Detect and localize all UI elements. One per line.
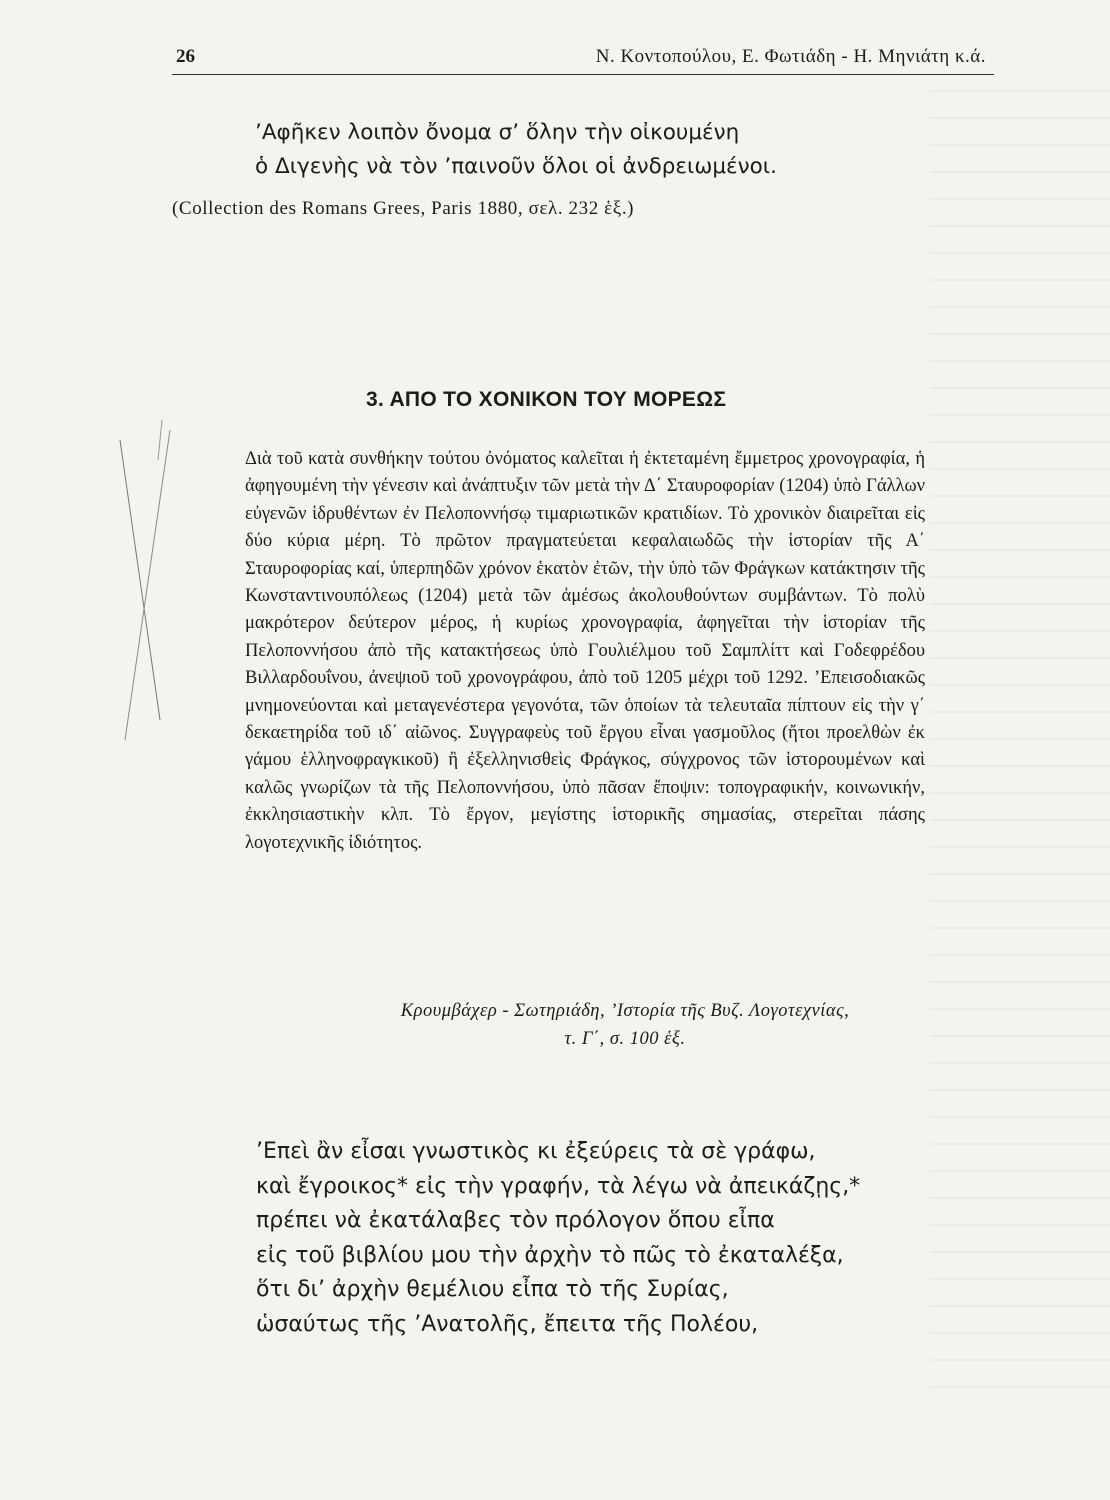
reference-citation bbox=[330, 997, 920, 1053]
show-through-texture bbox=[930, 90, 1110, 1390]
pencil-mark bbox=[100, 420, 190, 750]
poem-excerpt-1 bbox=[255, 116, 777, 184]
running-head: Ν. Κοντοπούλου, Ε. Φωτιάδη - Η. Μηνιάτη κ.ά. bbox=[595, 46, 986, 67]
poem-line: καὶ ἔγροικος* εἰς τὴν γραφήν, τὰ λέγω νὰ ἀπεικάζῃς,* bbox=[256, 1173, 861, 1199]
citation-line: Κρουμβάχερ - Σωτηριάδη, ’Ιστορία τῆς Βυζ. Λογοτεχνίας, bbox=[400, 1001, 850, 1021]
poem-line: ’Αφῆκεν λοιπὸν ὄνομα σ’ ὅλην τὴν οἰκουμένη bbox=[255, 120, 740, 145]
citation-line: τ. Γ΄, σ. 100 ἑξ. bbox=[564, 1029, 686, 1049]
poem-line: ὡσαύτως τῆς ’Ανατολῆς, ἔπειτα τῆς Πολέου, bbox=[256, 1311, 759, 1337]
poem-line: πρέπει νὰ ἐκατάλαβες τὸν πρόλογον ὅπου εἶπα bbox=[256, 1208, 775, 1233]
poem-excerpt-2 bbox=[256, 1135, 860, 1342]
body-paragraph: Διὰ τοῦ κατὰ συνθήκην τούτου ὀνόματος καλεῖται ἡ ἐκτεταμένη ἔμμετρος χρονογραφία, ἡ ἀφηγουμένη τὴν γένεσιν καὶ ἀνάπτυξιν τῶν μετὰ τὴν Δ΄ Σταυροφορίαν (1204) ὑπὸ Γάλλων εὐγενῶν ἱδρυθέντων ἐν Πελοποννήσῳ τιμαριωτικῶν κρατιδίων. Τὸ χρονικὸν διαιρεῖται εἰς δύο κύρια μέρη. Τὸ πρῶτον πραγματεύεται κεφαλαιωδῶς τὴν ἱστορίαν τῆς Α΄ Σταυροφορίας καί, ὑπερπηδῶν χρόνον ἑκατὸν ἐτῶν, τὴν ὑπὸ τῶν Φράγκων κατάκτησιν τῆς Κωνσταντινουπόλεως (1204) μετὰ τῶν ἀμέσως ἀκολουθούντων συμβάντων. Τὸ πολὺ μακρότερον δεύτερον μέρος, ἡ κυρίως χρονογραφία, ἀφηγεῖται τὴν ἱστορίαν τῆς Πελοποννήσου ἀπὸ τῆς κατακτήσεως ὑπὸ Γουλιέλμου τοῦ Σαμπλίττ καὶ Γοδεφρέδου Βιλλαρδουΐνου, ἀνεψιοῦ τοῦ χρονογράφου, ἀπὸ τοῦ 1205 μέχρι τοῦ 1292. ’Επεισοδιακῶς μνημονεύονται καὶ μεταγενέστερα γεγονότα, τῶν ὁποίων τὰ τελευταῖα πίπτουν εἰς τὴν γ΄ δεκαετηρίδα τοῦ ιδ΄ αἰῶνος. Συγγραφεὺς τοῦ ἔργου εἶναι γασμοῦλος (ἤτοι προελθὼν ἐκ γάμου ἑλληνοφραγκικοῦ) ἢ ἐξελληνισθεὶς Φράγκος, σύγχρονος τῶν ἱστορουμένων καὶ καλῶς γνωρίζων τὰ τῆς Πελοποννήσου, ὑπὸ πᾶσαν ἔποψιν: τοπογραφικήν, κοινωνικήν, ἐκκλησιαστικὴν κλπ. Τὸ ἔργον, μεγίστης ἱστορικῆς σημασίας, στερεῖται πάσης λογοτεχνικῆς ἰδιότητος. bbox=[245, 449, 925, 853]
poem-line: ’Επεὶ ἂν εἶσαι γνωστικὸς κι ἐξεύρεις τὰ σὲ γράφω, bbox=[256, 1139, 816, 1164]
poem-line: ὁ Διγενὴς νὰ τὸν ’παινοῦν ὅλοι οἱ ἀνδρειωμένοι. bbox=[255, 154, 777, 179]
section-title: 3. ΑΠΟ ΤΟ ΧΟΝΙΚΟΝ ΤΟΥ ΜΟΡΕΩΣ bbox=[366, 388, 727, 411]
poem-line: ὅτι δι’ ἀρχὴν θεμέλιου εἶπα τὸ τῆς Συρίας, bbox=[256, 1277, 729, 1302]
page-header bbox=[172, 44, 994, 75]
poem-line: εἰς τοῦ βιβλίου μου τὴν ἀρχὴν τὸ πῶς τὸ ἐκαταλέξα, bbox=[256, 1242, 844, 1268]
citation: (Collection des Romans Grees, Paris 1880, σελ. 232 ἑξ.) bbox=[172, 198, 635, 219]
page-number: 26 bbox=[176, 46, 195, 67]
